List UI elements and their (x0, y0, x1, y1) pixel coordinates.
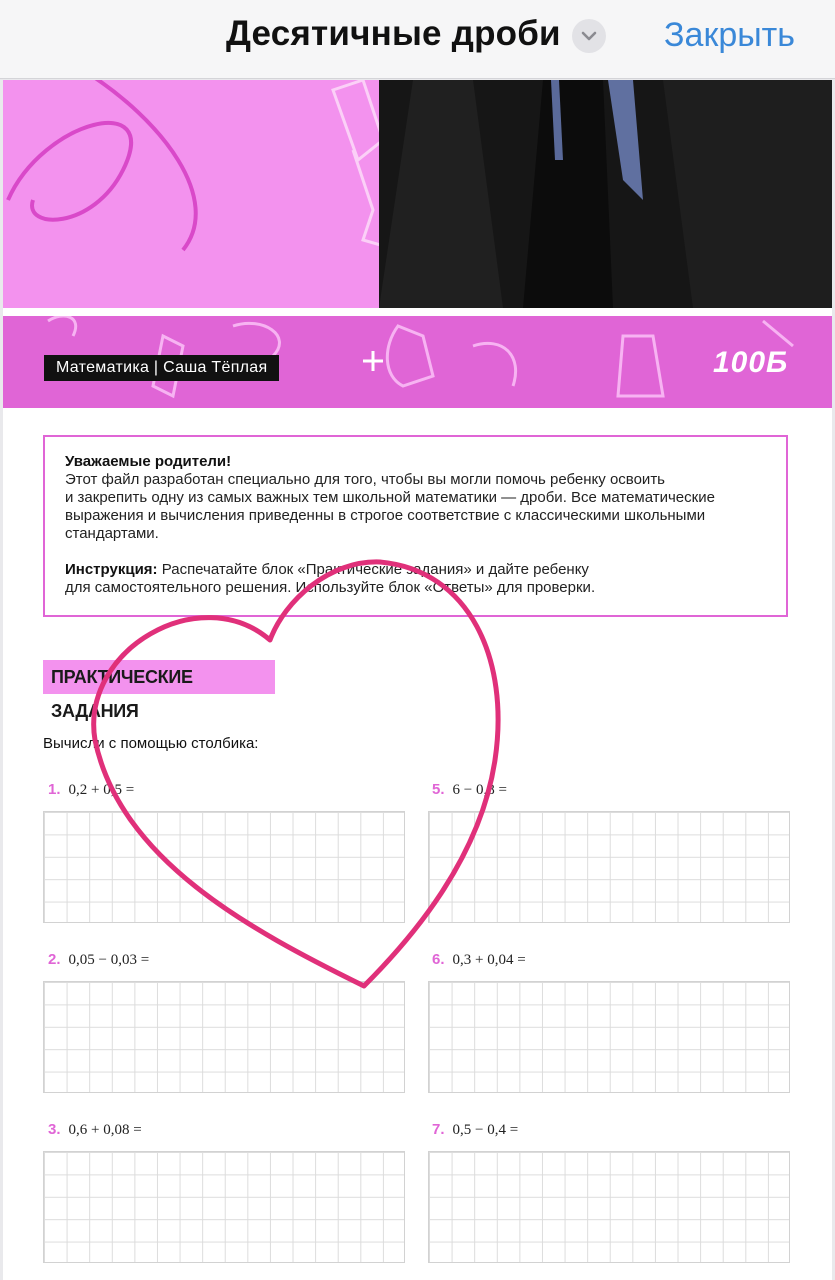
parents-notice (43, 435, 788, 617)
instruction-line (65, 561, 766, 579)
answer-grid-2[interactable] (43, 981, 405, 1093)
notice-text-line: выражения и вычисления приведенны в строгое соответствие с классическими школьными (65, 507, 706, 524)
top-bar (0, 0, 835, 79)
section-title: ПРАКТИЧЕСКИЕ ЗАДАНИЯ (43, 660, 275, 694)
notice-text-line: Этот файл разработан специально для того, чтобы вы могли помочь ребенку освоить (65, 471, 665, 488)
problem-expression: 0,2 + 0,5 = (68, 782, 135, 798)
document-title[interactable]: Десятичные дроби (226, 14, 561, 53)
problem-expression: 0,5 − 0,4 = (452, 1122, 519, 1138)
subject-banner (3, 316, 832, 408)
brand-logo: 100Б (713, 346, 789, 379)
problem-3 (48, 1121, 142, 1139)
answer-grid-5[interactable] (428, 811, 790, 923)
problem-number: 5. (432, 781, 445, 798)
instruction-line-2: для самостоятельного решения. Используйте блок «Ответы» для проверки. (65, 579, 596, 596)
notice-text-line: стандартами. (65, 525, 159, 542)
problem-number: 1. (48, 781, 61, 798)
problem-7 (432, 1121, 518, 1139)
subject-author-tag: Математика | Саша Тёплая (44, 355, 279, 381)
instruction-text: Распечатайте блок «Практические задания» и дайте ребенку (157, 561, 589, 578)
chevron-down-icon[interactable] (572, 19, 606, 53)
problem-number: 6. (432, 951, 445, 968)
instruction-label: Инструкция: (65, 561, 158, 578)
problem-number: 3. (48, 1121, 61, 1138)
problem-5 (432, 781, 507, 799)
problem-2 (48, 951, 149, 969)
answer-grid-7[interactable] (428, 1151, 790, 1263)
problem-1 (48, 781, 134, 799)
problem-number: 7. (432, 1121, 445, 1138)
answer-grid-1[interactable] (43, 811, 405, 923)
answer-grid-6[interactable] (428, 981, 790, 1093)
notice-text-line: и закрепить одну из самых важных тем школьной математики — дроби. Все математические (65, 489, 715, 506)
hero-image (3, 80, 832, 308)
problem-expression: 6 − 0,8 = (452, 782, 507, 798)
task-instruction: Вычисли с помощью столбика: (43, 735, 259, 752)
problem-expression: 0,05 − 0,03 = (68, 952, 150, 968)
notice-heading: Уважаемые родители! (65, 453, 232, 470)
document-page[interactable] (3, 80, 832, 1280)
problem-expression: 0,3 + 0,04 = (452, 952, 526, 968)
problem-number: 2. (48, 951, 61, 968)
problem-6 (432, 951, 526, 969)
problem-expression: 0,6 + 0,08 = (68, 1122, 142, 1138)
answer-grid-3[interactable] (43, 1151, 405, 1263)
close-button[interactable]: Закрыть (664, 16, 795, 54)
